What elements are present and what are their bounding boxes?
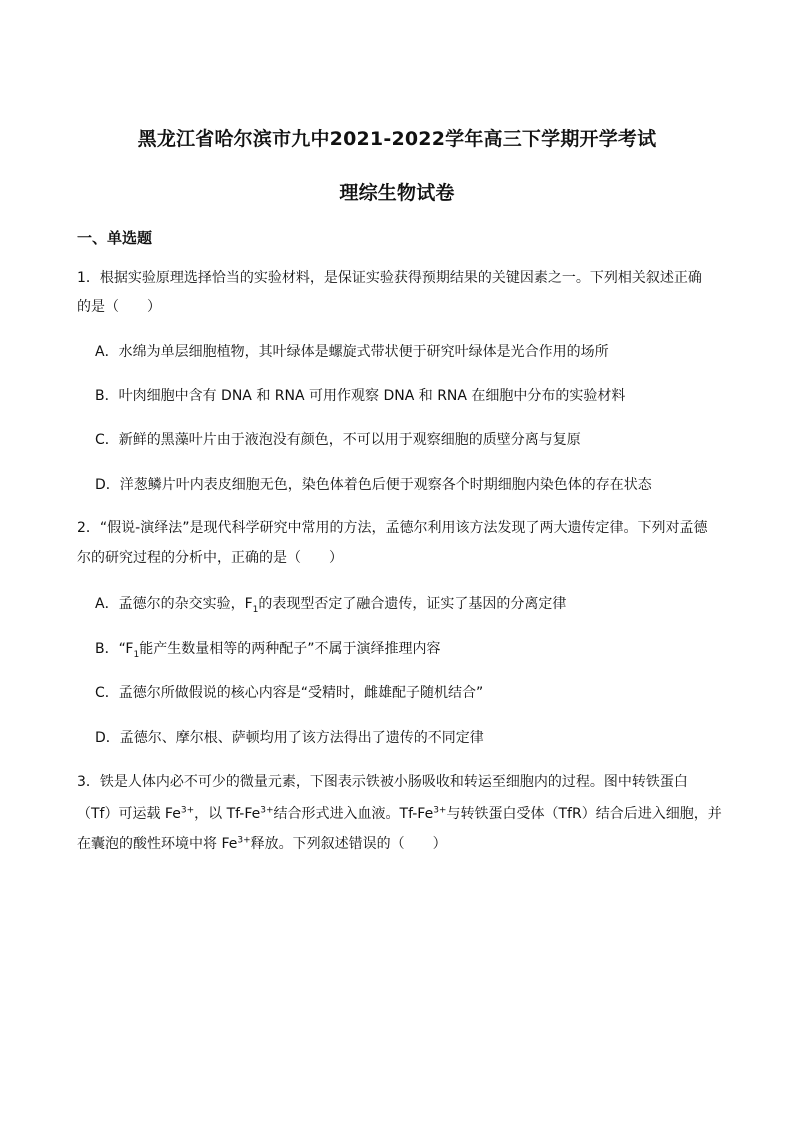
option-b-subscript: 1 — [133, 649, 140, 660]
section-heading: 一、单选题 — [77, 229, 153, 247]
q3-superscript-1: 3+ — [180, 805, 195, 816]
question-2-option-a — [95, 594, 735, 614]
question-2-option-c: C．孟德尔所做假说的核心内容是“受精时，雌雄配子随机结合” — [95, 685, 484, 701]
question-1-stem-line-2: 的是（ ） — [77, 299, 161, 315]
exam-title: 黑龙江省哈尔滨市九中2021-2022学年高三下学期开学考试 — [137, 128, 657, 150]
question-1-option-c: C．新鲜的黑藻叶片由于液泡没有颜色，不可以用于观察细胞的质壁分离与复原 — [95, 432, 581, 448]
q3-superscript-4: 3+ — [237, 835, 251, 846]
q3-superscript-3: 3+ — [433, 805, 447, 816]
option-a-text-pre: A．孟德尔的杂交实验，F — [95, 596, 253, 612]
question-1-option-a: A．水绵为单层细胞植物，其叶绿体是螺旋式带状便于研究叶绿体是光合作用的场所 — [95, 344, 609, 360]
question-1-option-b: B．叶肉细胞中含有 DNA 和 RNA 可用作观察 DNA 和 RNA 在细胞中分布的实验材料 — [95, 388, 626, 404]
question-2-stem-line-2: 尔的研究过程的分析中，正确的是（ ） — [77, 550, 343, 566]
question-3-stem-line-1: 3．铁是人体内必不可少的微量元素，下图表示铁被小肠吸收和转运至细胞内的过程。图中转铁蛋白 — [77, 774, 688, 790]
q3-text-a: （Tf）可运载 Fe — [77, 806, 181, 822]
q3-superscript-2: 3+ — [260, 805, 274, 816]
question-2-stem-line-1: 2．“假说-演绎法”是现代科学研究中常用的方法，孟德尔利用该方法发现了两大遗传定律。下列对孟德 — [77, 520, 708, 536]
question-3-stem-line-3 — [77, 834, 737, 854]
question-2-option-b — [95, 639, 735, 659]
q3-text-f: 释放。下列叙述错误的（ ） — [250, 836, 447, 852]
q3-text-b: ，以 Tf-Fe — [194, 806, 261, 822]
option-a-text-post: 的表现型否定了融合遗传，证实了基因的分离定律 — [258, 596, 567, 612]
question-2-option-d: D．孟德尔、摩尔根、萨顿均用了该方法得出了遗传的不同定律 — [95, 730, 484, 746]
question-1-stem-line-1: 1．根据实验原理选择恰当的实验材料，是保证实验获得预期结果的关键因素之一。下列相关叙述正确 — [77, 270, 702, 286]
q3-text-c: 结合形式进入血液。Tf-Fe — [273, 806, 434, 822]
q3-text-e: 在囊泡的酸性环境中将 Fe — [77, 836, 238, 852]
option-b-text-pre: B．“F — [95, 641, 134, 657]
option-b-text-post: 能产生数量相等的两种配子”不属于演绎推理内容 — [139, 641, 441, 657]
question-1-option-d: D．洋葱鳞片叶内表皮细胞无色，染色体着色后便于观察各个时期细胞内染色体的存在状态 — [95, 477, 652, 493]
option-a-subscript: 1 — [252, 604, 259, 615]
question-3-stem-line-2 — [77, 804, 737, 824]
q3-text-d: 与转铁蛋白受体（TfR）结合后进入细胞，并 — [446, 806, 722, 822]
exam-subtitle: 理综生物试卷 — [339, 182, 455, 204]
